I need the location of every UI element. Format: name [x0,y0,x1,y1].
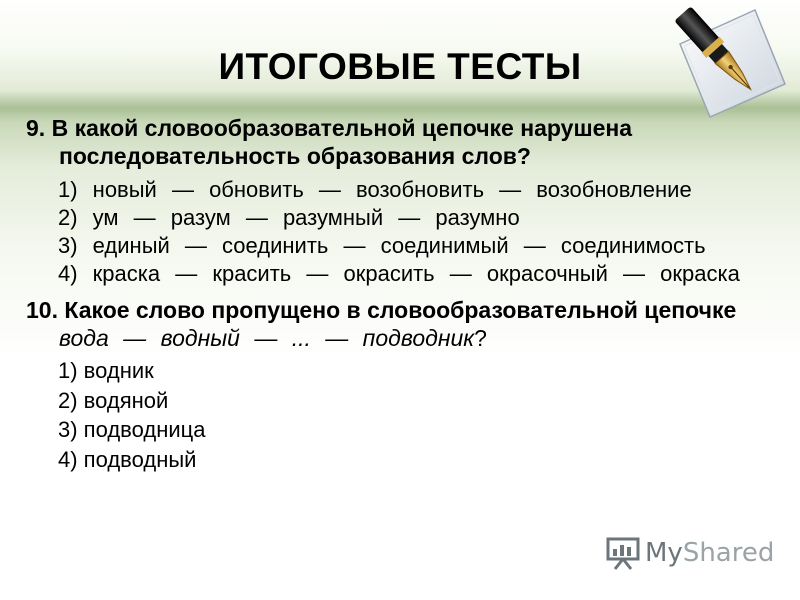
answer-option: 2) водяной [58,387,169,413]
question-text: Какое слово пропущено в словообразовательной цепочке [64,297,737,323]
presentation-board-icon [605,536,641,570]
answer-option: 2) ум — разум — разумный — разумно [58,205,520,230]
answer-option: 3) подводница [58,417,206,442]
question-10 [26,296,786,352]
answer-option: 3) единый — соединить — соединимый — соединимость [58,233,706,258]
question-9 [26,114,786,170]
question-number: 9. [26,115,46,141]
question-mark: ? [474,325,487,351]
watermark-logo [605,536,774,570]
question-number: 10. [26,297,58,323]
answer-options [58,356,786,474]
answer-options [58,176,786,288]
answer-option: 1) водник [58,358,154,383]
watermark-text: MyShared [645,538,775,568]
word-chain: вода — водный — ... — подводник [59,325,475,351]
question-text: В какой словообразовательной цепочке нарушена последовательность образования слов? [51,115,633,169]
test-content [26,114,786,474]
answer-option: 4) подводный [58,446,197,472]
answer-option: 1) новый — обновить — возобновить — возобновление [58,177,692,202]
slide-title: ИТОГОВЫЕ ТЕСТЫ [218,46,582,87]
answer-option: 4) краска — красить — окрасить — окрасочный — окраска [58,261,740,286]
